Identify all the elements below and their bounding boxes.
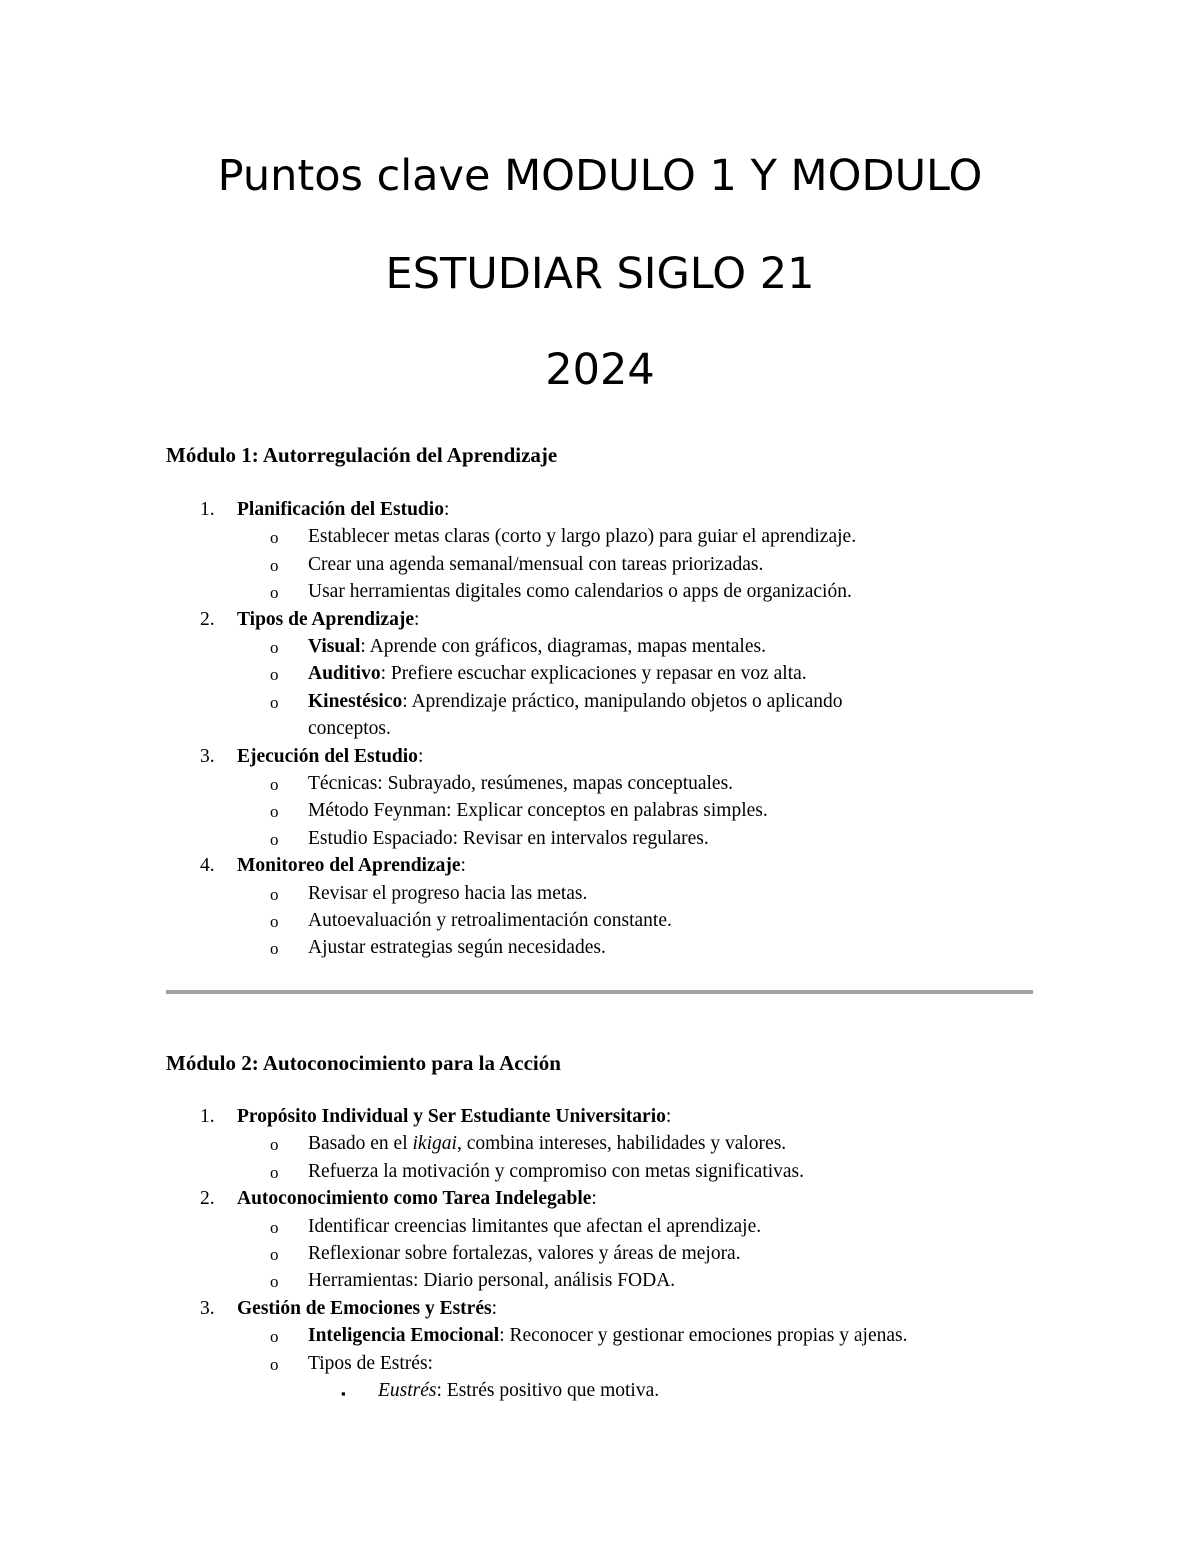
sub-item: Ajustar estrategias según necesidades. [308,937,606,959]
list-item-label: Propósito Individual y Ser Estudiante Universitario [237,1106,666,1127]
list-item-colon: : [443,499,450,520]
sub-item [308,1130,786,1158]
sub-item [308,633,766,661]
list-item-colon: : [417,745,424,767]
list-number: 4. [200,855,215,877]
list-item-colon: : [413,608,420,630]
circle-bullet: o [270,1354,279,1374]
list-number: 2. [200,608,215,630]
bold-term: Visual [308,636,361,657]
list-item-label: Planificación del Estudio [237,499,444,520]
list-item-colon: : [665,1106,672,1127]
list-item-label: Monitoreo del Aprendizaje [237,855,461,877]
text-run: : Estrés positivo que motiva. [436,1380,660,1401]
text-run: : Prefiere escuchar explicaciones y repasar en voz alta. [380,663,807,685]
list-item-label: Tipos de Aprendizaje [237,608,414,630]
circle-bullet: o [270,1327,279,1347]
list-item-heading [237,1295,497,1323]
list-item-label: Autoconocimiento como Tarea Indelegable [237,1188,592,1210]
sub-item: Establecer metas claras (corto y largo plazo) para guiar el aprendizaje. [308,526,857,548]
sub-item: Revisar el progreso hacia las metas. [308,882,588,904]
list-item-heading [237,496,449,524]
bold-term: Auditivo [308,663,381,685]
sub-item: Usar herramientas digitales como calendarios o apps de organización. [308,581,852,603]
circle-bullet: o [270,1162,279,1182]
list-item-label: Gestión de Emociones y Estrés [237,1297,492,1319]
bold-term: Inteligencia Emocional [308,1325,500,1347]
sub-item [308,688,842,716]
list-number: 3. [200,745,215,767]
sub-item [308,660,807,688]
circle-bullet: o [270,1272,279,1292]
circle-bullet: o [270,1135,279,1155]
title-line-2: ESTUDIAR SIGLO 21 [385,249,815,299]
list-item-colon: : [460,855,466,877]
sub-item: Crear una agenda semanal/mensual con tareas priorizadas. [308,553,764,575]
list-item-heading [237,852,466,880]
text-run: : Aprende con gráficos, diagramas, mapas mentales. [360,636,766,657]
sub-item: Técnicas: Subrayado, resúmenes, mapas conceptuales. [308,773,734,794]
sub-item: Reflexionar sobre fortalezas, valores y áreas de mejora. [308,1243,741,1264]
list-item-heading [237,1185,597,1213]
sub-item: Estudio Espaciado: Revisar en intervalos regulares. [308,827,709,849]
title-line-3: 2024 [545,345,655,395]
circle-bullet: o [270,583,279,603]
sub-item: Autoevaluación y retroalimentación constante. [308,910,672,931]
circle-bullet: o [270,1217,279,1237]
sub-item-continuation: conceptos. [308,718,391,740]
sub-item: Identificar creencias limitantes que afectan el aprendizaje. [308,1215,762,1237]
circle-bullet: o [270,912,279,931]
sub-item: Refuerza la motivación y compromiso con metas significativas. [308,1160,805,1182]
circle-bullet: o [270,802,279,822]
text-run: : Reconocer y gestionar emociones propias y ajenas. [499,1325,908,1347]
circle-bullet: o [270,528,279,548]
circle-bullet: o [270,665,279,685]
text-run: , combina intereses, habilidades y valores. [456,1133,787,1155]
circle-bullet: o [270,555,279,575]
sub-sub-item [378,1377,659,1405]
italic-term: Eustrés [378,1380,437,1401]
circle-bullet: o [270,1245,279,1264]
list-item-colon: : [491,1297,497,1319]
circle-bullet: o [270,692,279,712]
circle-bullet: o [270,775,279,794]
list-item-colon: : [591,1188,597,1210]
circle-bullet: o [270,829,279,849]
circle-bullet: o [270,884,279,904]
list-item-heading [237,606,419,634]
square-bullet: ▪ [341,1386,346,1401]
text-run: : Aprendizaje práctico, manipulando objetos o aplicando [402,690,843,712]
list-number: 1. [200,1106,215,1127]
circle-bullet: o [270,939,279,959]
list-number: 3. [200,1297,215,1319]
circle-bullet: o [270,638,279,657]
text-run: Basado en el [308,1133,413,1155]
title-line-1: Puntos clave MODULO 1 Y MODULO [217,151,983,201]
module-1-heading: Módulo 1: Autorregulación del Aprendizaje [166,443,558,467]
sub-item: Tipos de Estrés: [308,1352,433,1374]
list-number: 2. [200,1188,215,1210]
sub-item [308,1322,907,1350]
horizontal-divider [166,990,1033,994]
list-item-heading [237,743,423,771]
sub-item: Herramientas: Diario personal, análisis FODA. [308,1270,676,1292]
bold-term: Kinestésico [308,690,403,712]
italic-term: ikigai [412,1133,457,1155]
list-item-heading [237,1103,671,1131]
list-item-label: Ejecución del Estudio [237,745,418,767]
list-number: 1. [200,499,215,520]
module-2-heading: Módulo 2: Autoconocimiento para la Acción [166,1051,561,1075]
sub-item: Método Feynman: Explicar conceptos en palabras simples. [308,800,768,822]
